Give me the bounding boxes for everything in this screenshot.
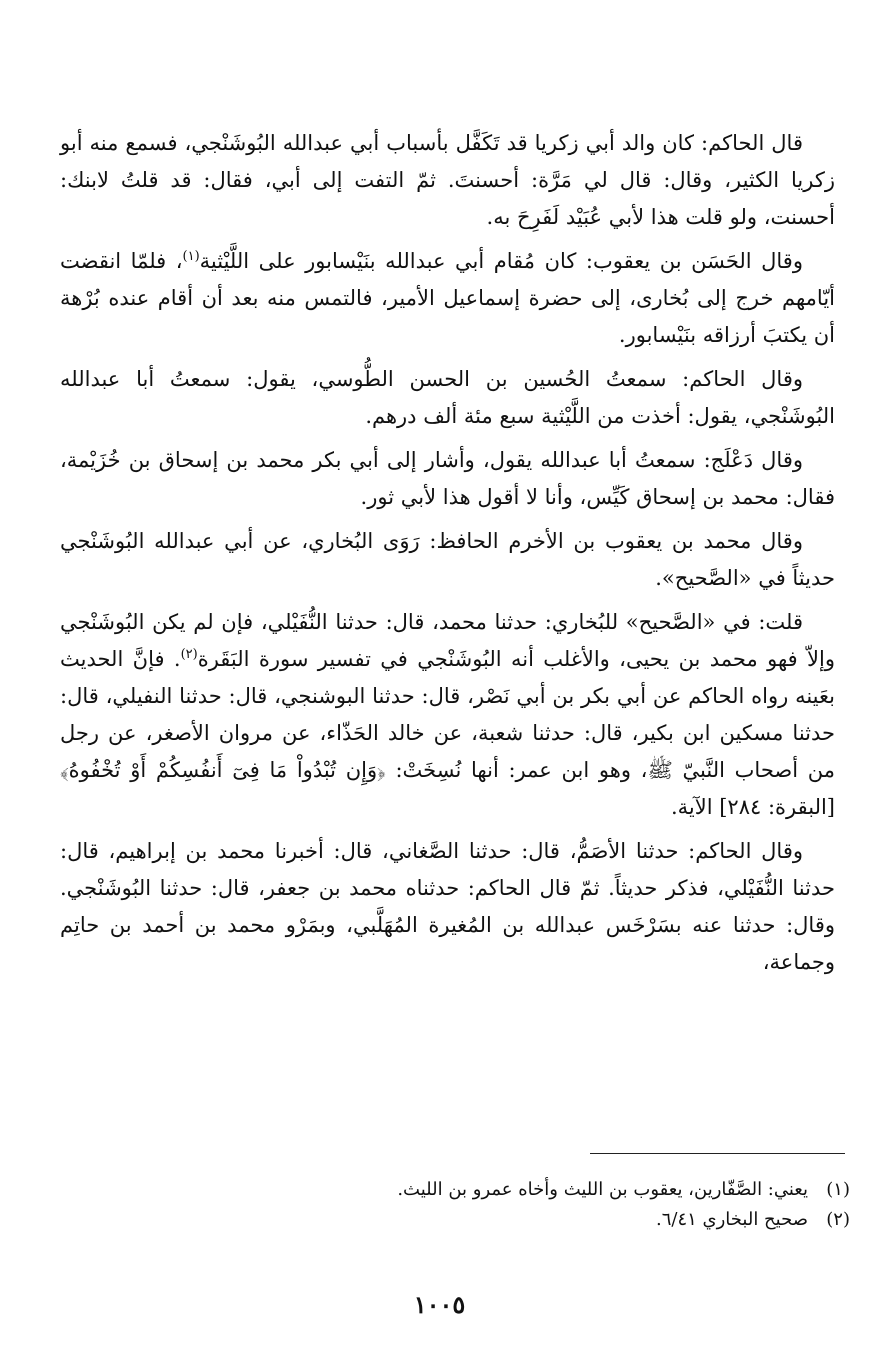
footnote-1 <box>60 1175 850 1205</box>
footnote-ref-2[interactable]: (٢) <box>180 647 198 662</box>
paragraph-5 <box>60 523 835 597</box>
footnote-divider <box>590 1153 845 1154</box>
footnote-1-text: يعني: الصَّفّارين، يعقوب بن الليث وأخاه عمرو بن الليث. <box>397 1179 808 1200</box>
paragraph-2-text-after: ، فلمّا انقضت أيّامهم خرج إلى بُخارى، إلى حضرة إسماعيل الأمير، فالتمس منه بعد أن أقام عنده بُرْهة أن يكتبَ أرزاقه بنَيْسابور. <box>60 249 835 347</box>
paragraph-1-text: قال الحاكم: كان والد أبي زكريا قد تَكَفَّل بأسباب أبي عبدالله البُوشَنْجي، فسمع منه أبو زكريا الكثير، وقال: قال لي مَرَّة: أحسنتَ. ثمّ التفت إلى أبي، فقال: قد قلتُ لابنك: أحسنت، ولو قلت هذا لأبي عُبَيْد لَفَرِحَ به. <box>60 131 835 229</box>
paragraph-5-text: وقال محمد بن يعقوب بن الأخرم الحافظ: رَوَى البُخاري، عن أبي عبدالله البُوشَنْجي حديثاً في «الصَّحيح». <box>60 529 835 590</box>
paragraph-7-text: وقال الحاكم: حدثنا الأصَمُّ، قال: حدثنا الصَّغاني، قال: أخبرنا محمد بن إبراهيم، قال: حدثنا النُّفَيْلي، فذكر حديثاً. ثمّ قال الحاكم: حدثناه محمد بن جعفر، قال: حدثنا البُوشَنْجي. وقال: حدثنا عنه بسَرْخَس عبدالله بن المُغيرة المُهَلَّبي، وبمَرْو محمد بن أحمد بن حاتِم وجماعة، <box>60 839 835 974</box>
paragraph-6 <box>60 604 835 826</box>
paragraph-3 <box>60 361 835 435</box>
paragraph-6-text-after: . فإنَّ الحديث بعَينه رواه الحاكم عن أبي بكر بن أبي نَصْر، قال: حدثنا البوشنجي، قال: حدثنا النفيلي، قال: حدثنا مسكين ابن بكير، قال: حدثنا شعبة، عن خالد الحَذّاء، عن مروان الأصغر، عن رجل من أصحاب النَّبيّ ﷺ، وهو ابن عمر: أنها نُسِخَتْ: ﴿وَإِن تُبْدُواْ مَا فِىٓ أَنفُسِكُمْ أَوْ تُخْفُوهُ﴾ [البقرة: ٢٨٤] الآية. <box>60 647 835 819</box>
paragraph-3-text: وقال الحاكم: سمعتُ الحُسين بن الحسن الطُّوسي، يقول: سمعتُ أبا عبدالله البُوشَنْجي، يقول: أخذت من اللَّيْثية سبع مئة ألف درهم. <box>60 367 835 428</box>
paragraph-2-text: وقال الحَسَن بن يعقوب: كان مُقام أبي عبدالله بنَيْسابور على اللَّيْثية <box>199 249 803 273</box>
paragraph-1 <box>60 125 835 236</box>
page-number: ١٠٠٥ <box>413 1290 466 1319</box>
footnote-2 <box>60 1205 850 1235</box>
footnote-2-text: صحيح البخاري ٦/٤١. <box>655 1209 808 1230</box>
footnote-ref-1[interactable]: (١) <box>182 249 200 264</box>
footnote-1-number: (١) <box>826 1179 850 1200</box>
paragraph-2 <box>60 243 835 354</box>
footnote-2-number: (٢) <box>826 1209 850 1230</box>
paragraph-7 <box>60 833 835 981</box>
main-text <box>60 125 835 988</box>
paragraph-6-text: قلت: في «الصَّحيح» للبُخاري: حدثنا محمد، قال: حدثنا النُّفَيْلي، فإن لم يكن البُوشَنْجي وإلاّ فهو محمد بن يحيى، والأغلب أنه البُوشَنْجي في تفسير سورة البَقَرة <box>60 610 835 671</box>
paragraph-4-text: وقال دَعْلَج: سمعتُ أبا عبدالله يقول، وأشار إلى أبي بكر محمد بن إسحاق بن خُزَيْمة، فقال: محمد بن إسحاق كَيِّس، وأنا لا أقول هذا لأبي ثور. <box>60 448 835 509</box>
paragraph-4 <box>60 442 835 516</box>
footnotes <box>60 1175 850 1235</box>
